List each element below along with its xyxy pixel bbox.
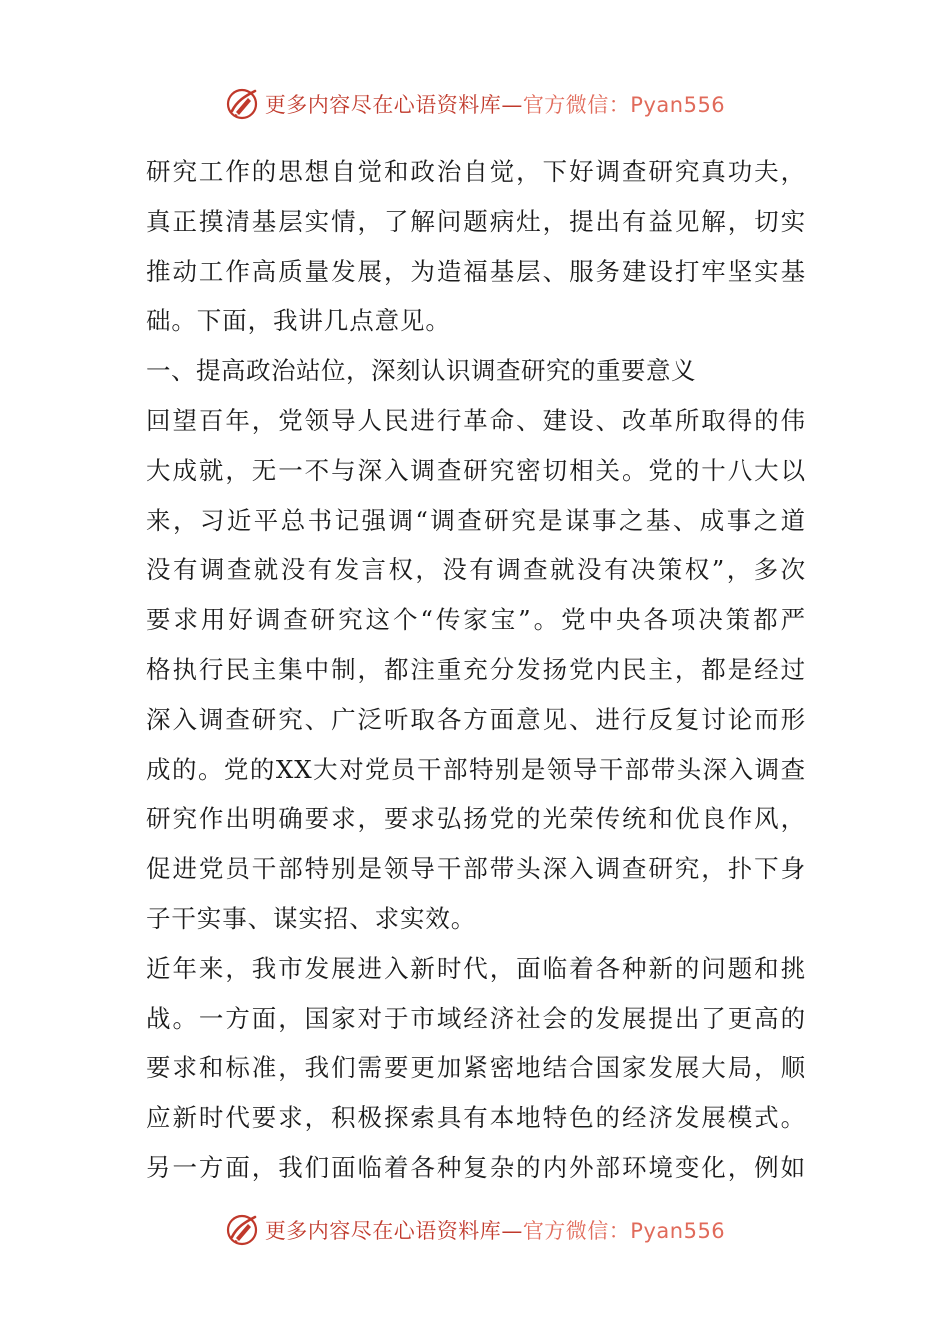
header-site-text: 更多内容尽在心语资料库 [264, 93, 502, 117]
footer-wechat-text: 官方微信：Pyan556 [522, 1219, 726, 1243]
body-text-line: 真正摸清基层实情，了解问题病灶，提出有益见解，切实 [146, 206, 806, 236]
pen-in-circle-logo-icon [225, 87, 259, 121]
footer-dash: — [501, 1219, 523, 1243]
footer-site-text: 更多内容尽在心语资料库 [264, 1219, 502, 1243]
body-text-line: 推动工作高质量发展，为造福基层、服务建设打牢坚实基 [146, 256, 806, 286]
body-text-line: 要求和标准，我们需要更加紧密地结合国家发展大局，顺 [146, 1053, 806, 1083]
footer-watermark-banner [0, 1210, 950, 1250]
body-text-line: 回望百年，党领导人民进行革命、建设、改革所取得的伟 [146, 405, 806, 435]
footer-banner-text [265, 1215, 725, 1245]
body-text-line: 础。下面，我讲几点意见。 [146, 306, 451, 336]
body-text-line: 研究作出明确要求，要求弘扬党的光荣传统和优良作风， [146, 804, 806, 834]
body-text-line: 来，习近平总书记强调“调查研究是谋事之基、成事之道 [146, 505, 806, 535]
body-text-line: 促进党员干部特别是领导干部带头深入调查研究，扑下身 [146, 854, 806, 884]
body-text-line: 近年来，我市发展进入新时代，面临着各种新的问题和挑 [146, 953, 806, 983]
body-text-line: 要求用好调查研究这个“传家宝”。党中央各项决策都严 [146, 605, 806, 635]
body-text-line: 子干实事、谋实招、求实效。 [146, 903, 477, 933]
pen-in-circle-logo-icon [225, 1213, 259, 1247]
header-wechat-text: 官方微信：Pyan556 [522, 93, 726, 117]
body-text-line: 成的。党的XX大对党员干部特别是领导干部带头深入调查 [146, 754, 806, 784]
body-text-line: 另一方面，我们面临着各种复杂的内外部环境变化，例如 [146, 1152, 806, 1182]
header-dash: — [501, 93, 523, 117]
section-heading-line: 一、提高政治站位，深刻认识调查研究的重要意义 [146, 356, 696, 386]
header-watermark-banner [0, 84, 950, 124]
body-text-line: 深入调查研究、广泛听取各方面意见、进行反复讨论而形 [146, 704, 806, 734]
body-text-line: 战。一方面，国家对于市域经济社会的发展提出了更高的 [146, 1003, 806, 1033]
body-text-line: 应新时代要求，积极探索具有本地特色的经济发展模式。 [146, 1103, 806, 1133]
body-text-line: 大成就，无一不与深入调查研究密切相关。党的十八大以 [146, 455, 806, 485]
header-banner-text [265, 89, 725, 119]
body-text-line: 没有调查就没有发言权，没有调查就没有决策权”，多次 [146, 555, 806, 585]
body-text-line: 格执行民主集中制，都注重充分发扬党内民主，都是经过 [146, 654, 806, 684]
body-text-line: 研究工作的思想自觉和政治自觉，下好调查研究真功夫， [146, 157, 806, 186]
document-body [146, 147, 806, 1193]
